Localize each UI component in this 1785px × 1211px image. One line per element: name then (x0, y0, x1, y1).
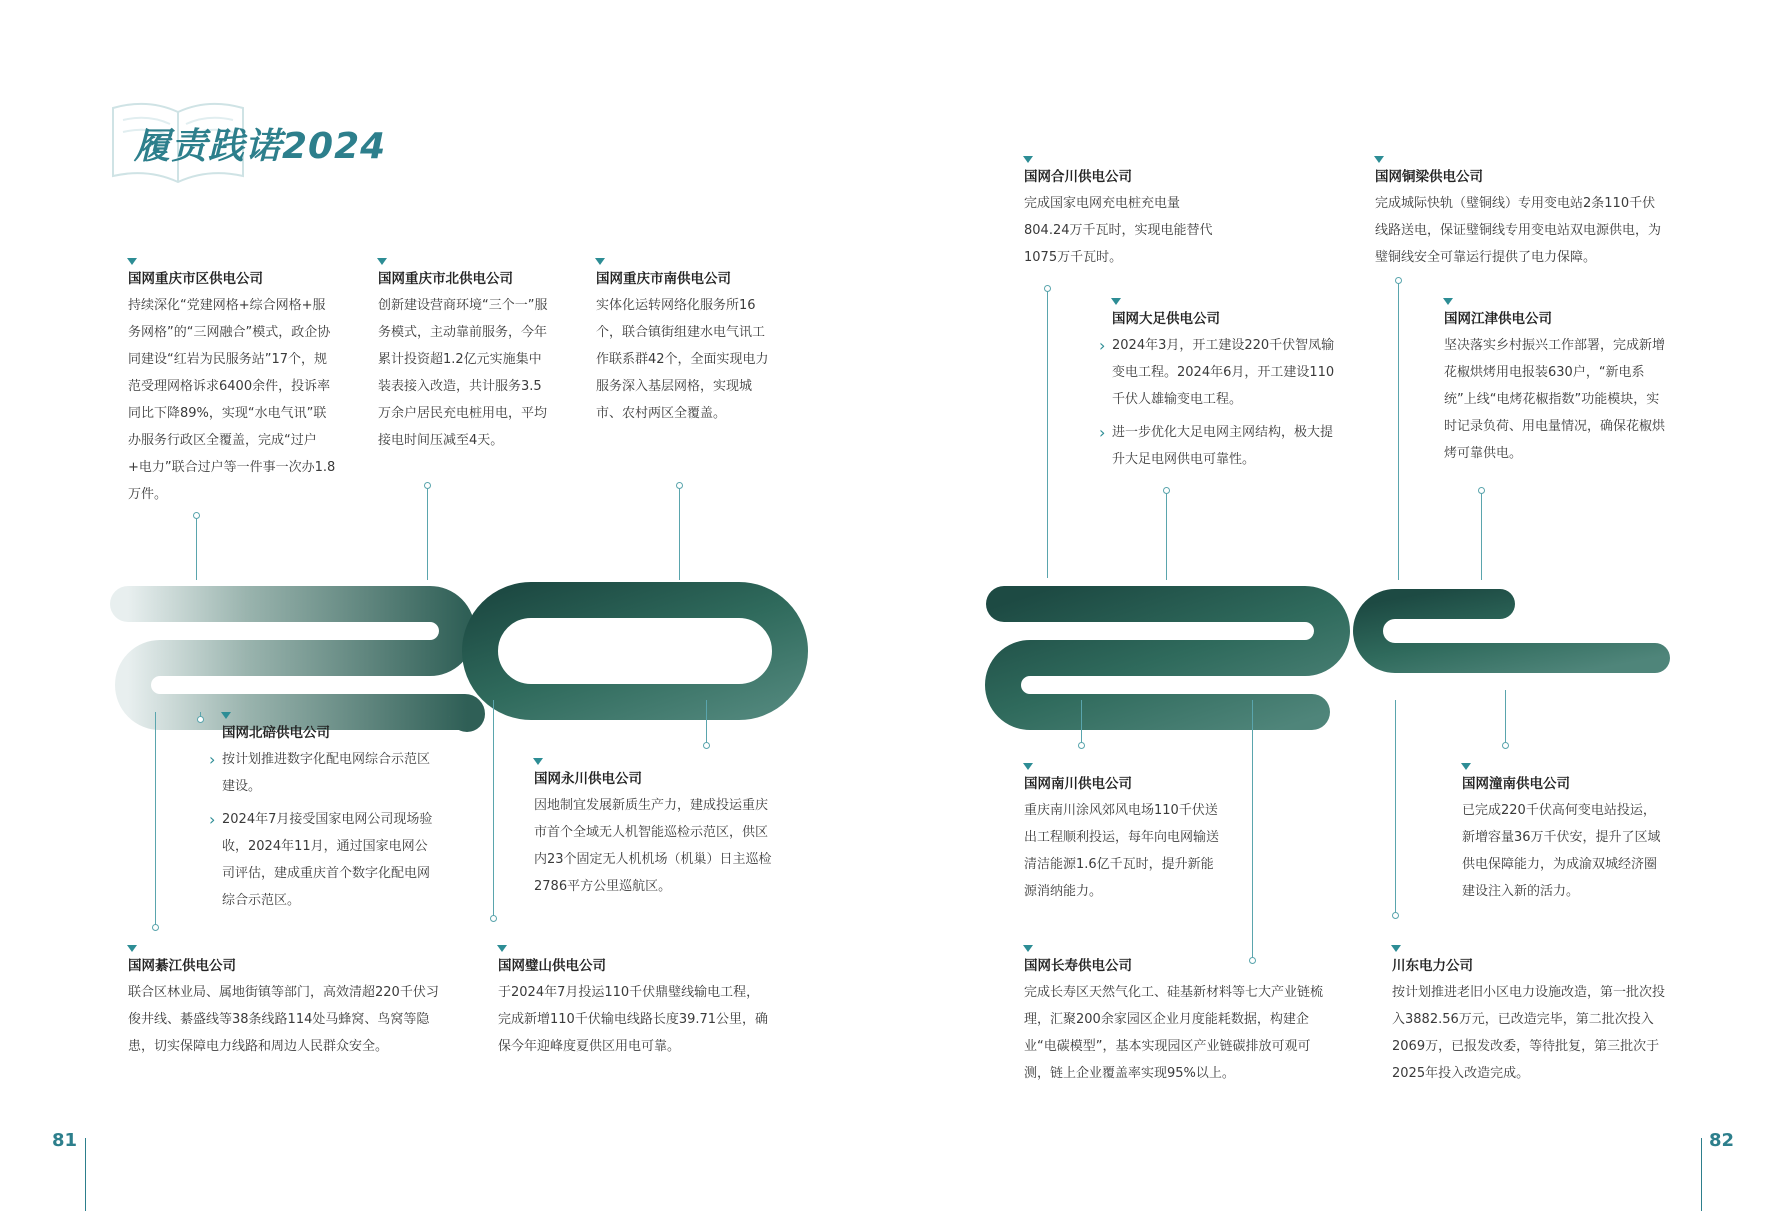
leader-nanchuan (1081, 700, 1082, 745)
leader-dot (152, 924, 159, 931)
entry-title: 国网合川供电公司 (1024, 166, 1216, 188)
entry-shinan (596, 268, 770, 427)
digit-0 (480, 600, 790, 702)
leader-bishan (493, 700, 494, 918)
entry-text: 创新建设营商环境“三个一”服务模式，主动靠前服务，今年累计投资超1.2亿元实施集中装表接入改造，共计服务3.5万余户居民充电桩用电，平均接电时间压减至4天。 (378, 298, 548, 448)
leader-dot (1502, 742, 1509, 749)
bullet-item: › 2024年7月接受国家电网公司现场验收，2024年11月，通过国家电网公司评估，建成重庆首个数字化配电网综合示范区。 (222, 806, 434, 914)
entry-tongliang (1375, 166, 1665, 271)
entry-title: 国网重庆市北供电公司 (378, 268, 550, 290)
entry-changshou (1024, 955, 1326, 1087)
entry-text: 已完成220千伏高何变电站投运，新增容量36万千伏安，提升了区域供电保障能力，为成渝双城经济圈建设注入新的活力。 (1462, 803, 1661, 899)
entry-title: 国网北碚供电公司 (222, 722, 434, 744)
entry-title: 国网江津供电公司 (1444, 308, 1666, 330)
entry-text: 实体化运转网络化服务所16个，联合镇街组建水电气讯工作联系群42个，全面实现电力服务深入基层网格，实现城市、农村两区全覆盖。 (596, 298, 769, 421)
entry-hechuan (1024, 166, 1216, 271)
entry-text: 完成长寿区天然气化工、硅基新材料等七大产业链梳理，汇聚200余家园区企业月度能耗数据，构建企业“电碳模型”，基本实现园区产业链碳排放可观可测，链上企业覆盖率实现95%以上。 (1024, 985, 1324, 1081)
leader-dot (1044, 285, 1051, 292)
leader-dot (676, 482, 683, 489)
entry-title: 国网重庆市南供电公司 (596, 268, 770, 290)
leader-chuandong (1395, 700, 1396, 915)
digit-2-right (1003, 604, 1332, 712)
entry-bishan (498, 955, 772, 1060)
entry-text: 因地制宜发展新质生产力，建成投运重庆市首个全域无人机智能巡检示范区，供区内23个固定无人机机场（机巢）日主巡检2786平方公里巡航区。 (534, 798, 772, 894)
entry-shiqu (128, 268, 336, 508)
leader-shibei (427, 485, 428, 580)
bullet-item: › 按计划推进数字化配电网综合示范区建设。 (222, 746, 434, 800)
entry-title: 国网璧山供电公司 (498, 955, 772, 977)
page-number-right: 82 (1709, 1130, 1735, 1151)
leader-changshou (1252, 700, 1253, 960)
leader-dot (1163, 487, 1170, 494)
entry-text: 按计划推进老旧小区电力设施改造，第一批次投入3882.56万元，已改造完毕，第二批次投入2069万，已报发改委，等待批复，第三批次于2025年投入改造完成。 (1392, 985, 1666, 1081)
page-title: 履责践诺2024 (134, 126, 387, 167)
page-rule-left (85, 1138, 86, 1211)
entry-chuandong (1392, 955, 1666, 1087)
entry-title: 国网铜梁供电公司 (1375, 166, 1665, 188)
section-title-block (108, 98, 428, 188)
entry-qijiang (128, 955, 440, 1060)
leader-dot (1395, 277, 1402, 284)
entry-text: 持续深化“党建网格+综合网格+服务网格”的“三网融合”模式，政企协同建设“红岩为民服务站”17个，规范受理网格诉求6400余件，投诉率同比下降89%，实现“水电气讯”联办服务行政区全覆盖，完成“过户+电力”联合过户等一件事一次办1.8万件。 (128, 298, 336, 502)
bullet-item: › 进一步优化大足电网主网结构，极大提升大足电网供电可靠性。 (1112, 419, 1338, 473)
page-number-left: 81 (52, 1130, 78, 1151)
leader-dot (193, 512, 200, 519)
entry-yongchuan (534, 768, 772, 900)
leader-dot (1478, 487, 1485, 494)
entry-text: 坚决落实乡村振兴工作部署，完成新增花椒烘烤用电报装630户，“新电系统”上线“电烤花椒指数”功能模块，实时记录负荷、用电量情况，确保花椒烘烤可靠供电。 (1444, 338, 1666, 461)
leader-tongnan (1505, 690, 1506, 745)
entry-title: 川东电力公司 (1392, 955, 1666, 977)
leader-shiqu (196, 515, 197, 580)
leader-dot (197, 716, 204, 723)
entry-text: 于2024年7月投运110千伏鼎璧线输电工程，完成新增110千伏输电线路长度39.71公里，确保今年迎峰度夏供区用电可靠。 (498, 985, 769, 1054)
leader-tongliang (1398, 280, 1399, 580)
bullet-item: › 2024年3月，开工建设220千伏智凤输变电工程。2024年6月，开工建设110千伏人雄输变电工程。 (1112, 332, 1338, 413)
entry-title: 国网綦江供电公司 (128, 955, 440, 977)
entry-text: 重庆南川涂风郊风电场110千伏送出工程顺利投运，每年向电网输送清洁能源1.6亿千瓦时，提升新能源消纳能力。 (1024, 803, 1220, 899)
leader-qijiang (155, 712, 156, 927)
leader-dot (703, 742, 710, 749)
entry-beibei (222, 722, 434, 920)
leader-dot (490, 915, 497, 922)
entry-title: 国网大足供电公司 (1112, 308, 1338, 330)
entry-bullets (222, 746, 434, 914)
digit-2-left (128, 604, 467, 714)
entry-text: 完成国家电网充电桩充电量804.24万千瓦时，实现电能替代1075万千瓦时。 (1024, 196, 1213, 265)
entry-title: 国网永川供电公司 (534, 768, 772, 790)
entry-tongnan (1462, 773, 1668, 905)
entry-bullets (1112, 332, 1338, 473)
leader-shinan (679, 485, 680, 580)
entry-jiangjin (1444, 308, 1666, 467)
leader-dot (1078, 742, 1085, 749)
entry-shibei (378, 268, 550, 454)
leader-dot (1392, 912, 1399, 919)
entry-dazu (1112, 308, 1338, 479)
leader-dazu (1166, 490, 1167, 580)
leader-hechuan (1047, 288, 1048, 578)
entry-title: 国网重庆市区供电公司 (128, 268, 336, 290)
entry-title: 国网长寿供电公司 (1024, 955, 1326, 977)
digit-4 (1368, 604, 1655, 685)
leader-dot (424, 482, 431, 489)
entry-title: 国网潼南供电公司 (1462, 773, 1668, 795)
entry-text: 完成城际快轨（璧铜线）专用变电站2条110千伏线路送电，保证璧铜线专用变电站双电源供电，为璧铜线安全可靠运行提供了电力保障。 (1375, 196, 1662, 265)
entry-nanchuan (1024, 773, 1226, 905)
entry-title: 国网南川供电公司 (1024, 773, 1226, 795)
page-rule-right (1701, 1138, 1702, 1211)
leader-jiangjin (1481, 490, 1482, 580)
entry-text: 联合区林业局、属地街镇等部门，高效清超220千伏习俊井线、綦盛线等38条线路114处马蜂窝、鸟窝等隐患，切实保障电力线路和周边人民群众安全。 (128, 985, 439, 1054)
leader-yongchuan (706, 700, 707, 745)
